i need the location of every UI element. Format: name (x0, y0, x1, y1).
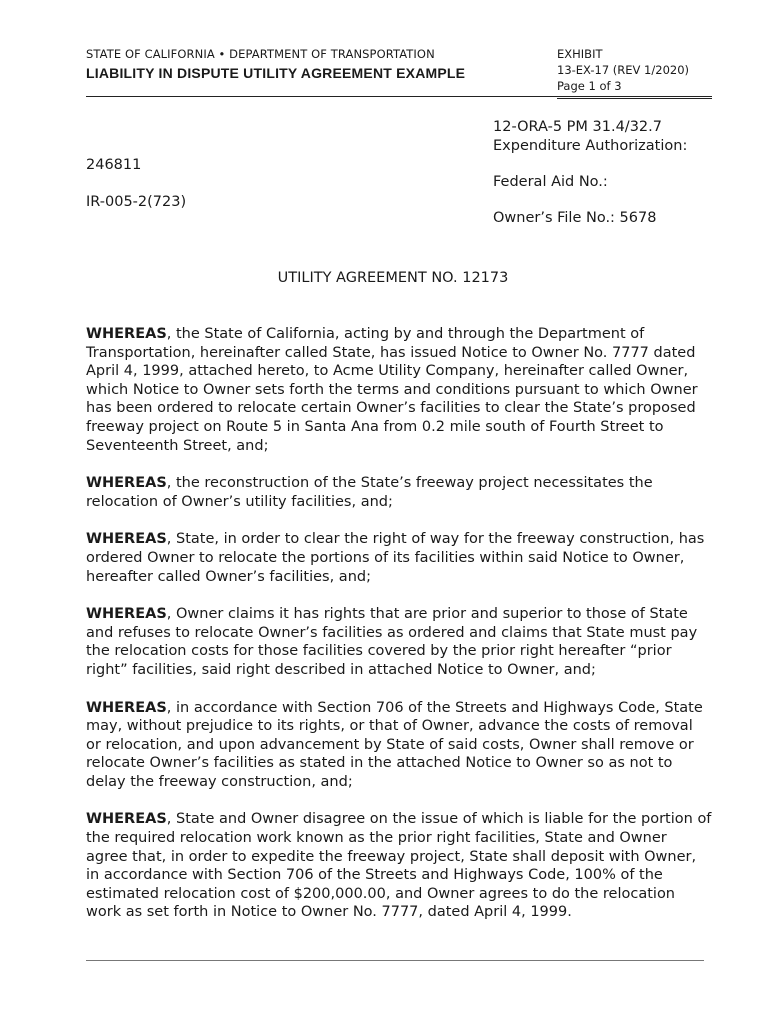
agreement-body (86, 325, 712, 941)
whereas-label: WHEREAS (86, 326, 167, 342)
owners-file-number: Owner’s File No.: 5678 (493, 210, 657, 226)
paragraph-text: , State and Owner disagree on the issue of which is liable for the portion of the required relocation work known as the prior right facilities, State and Owner agree that, in order to expedite the freeway project, State shall deposit with Owner, in accordance with Section 706 of the Streets and Highways Code, 100% of the estimated relocation cost of $200,000.00, and Owner agrees to do the relocation work as set forth in Notice to Owner No. 7777, dated April 4, 1999. (86, 811, 712, 921)
agency-line: STATE OF CALIFORNIA • DEPARTMENT OF TRANSPORTATION (86, 47, 435, 61)
document-title: LIABILITY IN DISPUTE UTILITY AGREEMENT EXAMPLE (86, 65, 466, 81)
whereas-label: WHEREAS (86, 531, 167, 548)
whereas-label: WHEREAS (86, 811, 167, 828)
paragraph-text: , Owner claims it has rights that are prior and superior to those of State and refuses to relocate Owner’s facilities as ordered and claims that State must pay the relocation costs for those facilities covered by the prior right hereafter “prior right” facilities, said right described in attached Notice to Owner, and; (86, 606, 698, 678)
whereas-paragraph (86, 530, 712, 586)
paragraph-text: , the reconstruction of the State’s freeway project necessitates the relocation of Owner’s utility facilities, and; (86, 475, 653, 510)
paragraph-text: , the State of California, acting by and through the Department of Transportation, hereinafter called State, has issued Notice to Owner No. 7777 dated April 4, 1999, attached hereto, to Acme Utility Company, hereinafter called Owner, which Notice to Owner sets forth the terms and conditions pursuant to which Owner has been ordered to relocate certain Owner’s facilities to clear the State’s proposed freeway project on Route 5 in Santa Ana from 0.2 mile south of Fourth Street to Seventeenth Street, and; (86, 326, 698, 454)
project-references (493, 118, 687, 228)
agreement-number-heading: UTILITY AGREEMENT NO. 12173 (277, 270, 509, 286)
paragraph-text: , in accordance with Section 706 of the Streets and Highways Code, State may, without prejudice to its rights, or that of Owner, advance the costs of removal or relocation, and upon advancement by State of said costs, Owner shall remove or relocate Owner’s facilities as stated in the attached Notice to Owner so as not to delay the freeway construction, and; (86, 699, 703, 790)
form-number: 13-EX-17 (REV 1/2020) (557, 63, 690, 77)
whereas-paragraph (86, 325, 712, 455)
header-divider (86, 96, 712, 97)
whereas-paragraph (86, 474, 712, 511)
expenditure-authorization: Expenditure Authorization: (493, 138, 688, 154)
whereas-paragraph (86, 810, 712, 922)
whereas-label: WHEREAS (86, 699, 167, 716)
whereas-label: WHEREAS (86, 606, 167, 623)
header-divider-secondary (557, 98, 712, 99)
whereas-paragraph (86, 699, 712, 792)
whereas-label: WHEREAS (86, 475, 167, 492)
page-indicator: Page 1 of 3 (557, 79, 622, 93)
document-header (86, 46, 465, 82)
location-reference: 12-ORA-5 PM 31.4/32.7 (493, 119, 662, 135)
federal-aid-number: Federal Aid No.: (493, 174, 608, 190)
ea-number: 246811 (86, 157, 142, 173)
paragraph-text: , State, in order to clear the right of way for the freeway construction, has ordered Owner to relocate the portions of its facilities within said Notice to Owner, hereafter called Owner’s facilities, and; (86, 531, 705, 585)
footer-divider (86, 960, 704, 961)
whereas-paragraph (86, 605, 712, 679)
reference-values (86, 156, 186, 212)
federal-project-number: IR-005-2(723) (86, 194, 187, 210)
exhibit-label: EXHIBIT (557, 47, 603, 61)
exhibit-block (557, 46, 689, 94)
